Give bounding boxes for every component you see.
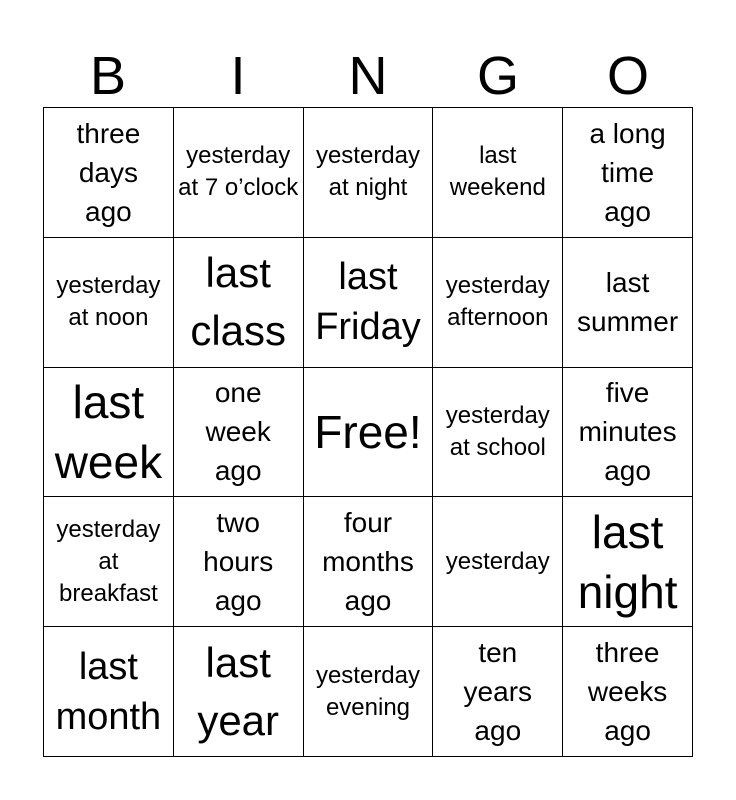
cell-text: last week [54, 375, 163, 488]
header-letter-o: O [606, 46, 649, 106]
cell-text: last summer [577, 267, 679, 338]
bingo-header [43, 44, 693, 108]
bingo-cell[interactable] [304, 497, 434, 627]
cell-text: five minutes ago [578, 377, 677, 487]
cell-text: last month [55, 645, 162, 738]
bingo-cell[interactable] [44, 238, 174, 368]
cell-text: three days ago [76, 117, 141, 227]
bingo-cell[interactable] [304, 238, 434, 368]
bingo-cell[interactable] [433, 497, 563, 627]
cell-text: last night [577, 505, 678, 618]
header-letter-i: I [230, 46, 246, 106]
bingo-cell[interactable] [174, 238, 304, 368]
cell-text: last weekend [449, 142, 546, 202]
bingo-cell[interactable] [304, 627, 434, 757]
header-letter-n: N [348, 46, 388, 106]
cell-text: last class [190, 249, 287, 355]
cell-text: yesterday at noon [56, 272, 161, 332]
cell-text: yesterday at 7 o’clock [178, 142, 299, 202]
cell-text: yesterday at school [445, 401, 550, 461]
bingo-cell[interactable] [44, 108, 174, 238]
bingo-cell[interactable] [433, 627, 563, 757]
cell-text: three weeks ago [587, 637, 668, 747]
bingo-cell[interactable] [44, 627, 174, 757]
bingo-board [43, 107, 693, 757]
bingo-cell[interactable] [44, 497, 174, 627]
bingo-cell[interactable] [563, 108, 693, 238]
bingo-cell[interactable] [563, 238, 693, 368]
bingo-cell[interactable] [44, 368, 174, 498]
cell-text: yesterday evening [315, 661, 421, 721]
bingo-cell[interactable] [174, 368, 304, 498]
cell-text: one week ago [205, 377, 271, 487]
bingo-cell[interactable] [174, 108, 304, 238]
cell-text: Free! [314, 405, 422, 458]
cell-text: last Friday [315, 256, 421, 349]
free-space[interactable] [304, 368, 434, 498]
bingo-cell[interactable] [433, 108, 563, 238]
bingo-cell[interactable] [174, 627, 304, 757]
header-letter-g: G [476, 46, 519, 106]
bingo-cell[interactable] [174, 497, 304, 627]
cell-text: ten years ago [463, 637, 533, 747]
cell-text: yesterday at night [315, 142, 421, 202]
cell-text: yesterday [445, 547, 550, 575]
bingo-cell[interactable] [563, 497, 693, 627]
bingo-cell[interactable] [433, 368, 563, 498]
cell-text: yesterday at breakfast [56, 515, 161, 607]
cell-text: yesterday afternoon [445, 272, 550, 332]
bingo-cell[interactable] [433, 238, 563, 368]
cell-text: two hours ago [203, 507, 274, 617]
cell-text: last year [197, 638, 280, 744]
bingo-cell[interactable] [563, 368, 693, 498]
cell-text: a long time ago [589, 117, 666, 227]
bingo-cell[interactable] [563, 627, 693, 757]
header-letter-b: B [89, 46, 127, 106]
bingo-cell[interactable] [304, 108, 434, 238]
cell-text: four months ago [322, 507, 414, 617]
